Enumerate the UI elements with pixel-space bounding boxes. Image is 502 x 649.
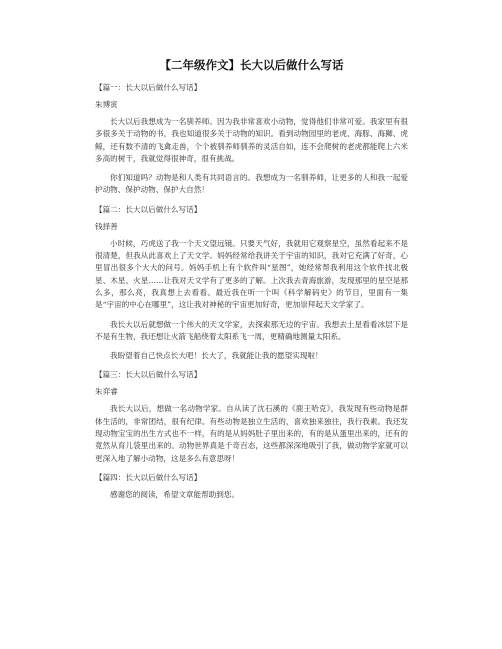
paragraph: 我长大以后，想做一名动物学家。自从读了沈石溪的《鹿王哈克》，我发现有些动物是群体生活的，非常团结，很有纪律。有些动物是独立生活的，喜欢独来独往，我行我素。我还发现动物宝宝的出生方式也不一样，有的是从妈妈肚子里出来的，有的是从蛋里出来的，还有的竟然从育儿袋里出来的。动物世界真是千奇百态，这些都深深地吸引了我，做动物学家就可以更深入地了解小动物，这是多么有意思呀！ bbox=[95, 404, 408, 463]
paragraph: 我盼望着自己快点长大吧！长大了，我就能让我的愿望实现啦！ bbox=[110, 351, 323, 361]
section-1 bbox=[95, 82, 408, 197]
paragraph: 感谢您的阅读，希望文章能帮助到您。 bbox=[110, 489, 240, 499]
section-heading: 【篇三：长大以后做什么写话】 bbox=[95, 370, 202, 380]
paragraph: 长大以后我想成为一名驯养师。因为我非常喜欢小动物，觉得他们非常可爱。我家里有很多很多关于动物的书，我也知道很多关于动物的知识。看到动物园里的老虎、海豚、海狮、虎鲸，还有数不清的飞禽走兽，个个被驯养师驯养的灵活自如，连不会爬树的老虎都能爬上六米多高的树干，我就觉得很神奇，很有挑战。 bbox=[95, 117, 408, 163]
paragraph: 小时候，巧虎送了我一个天文望远镜。只要天气好，我就用它观察星空，虽然看起来不是很清楚，但我从此喜欢上了天文学。妈妈经常给我讲关于宇宙的知识，我对它充满了好奇，心里冒出很多个大大的问号。妈妈手机上有个软件叫“星图”，她经常帮我利用这个软件找北极星、木星、火星……让我对天文学有了更多的了解。上次我去青海旅游，发现那里的星空是那么多，那么亮，我真想上去看看。最近我在听一个叫《科学解码史》的节目，里面有一集是“宇宙的中心在哪里”，这让我对神秘的宇宙更加好奇，更加崇拜起天文学家了。 bbox=[95, 238, 408, 310]
section-author: 朱弈睿 bbox=[95, 387, 118, 397]
document-title: 【二年级作文】长大以后做什么写话 bbox=[159, 58, 344, 72]
paragraph: 我长大以后就想做一个伟大的天文学家，去探索那无边的宇宙。我想去土星看看冰层下是不是有生物，我还想让火箭飞船绕着太阳系飞一周，更精确地测量太阳系。 bbox=[95, 319, 408, 341]
section-heading: 【篇二：长大以后做什么写话】 bbox=[95, 204, 202, 214]
section-heading: 【篇四：长大以后做什么写话】 bbox=[95, 472, 202, 482]
section-3 bbox=[95, 369, 408, 464]
section-author: 钱择善 bbox=[95, 221, 118, 231]
section-2 bbox=[95, 204, 408, 363]
section-heading: 【篇一：长大以后做什么写话】 bbox=[95, 83, 202, 92]
paragraph: 你们知道吗？动物是和人类有共同语言的。我想成为一名驯养师，让更多的人和我一起爱护动物、保护动物、保护大自然！ bbox=[95, 173, 408, 195]
section-4 bbox=[95, 472, 408, 501]
section-author: 朱博寅 bbox=[95, 100, 118, 109]
